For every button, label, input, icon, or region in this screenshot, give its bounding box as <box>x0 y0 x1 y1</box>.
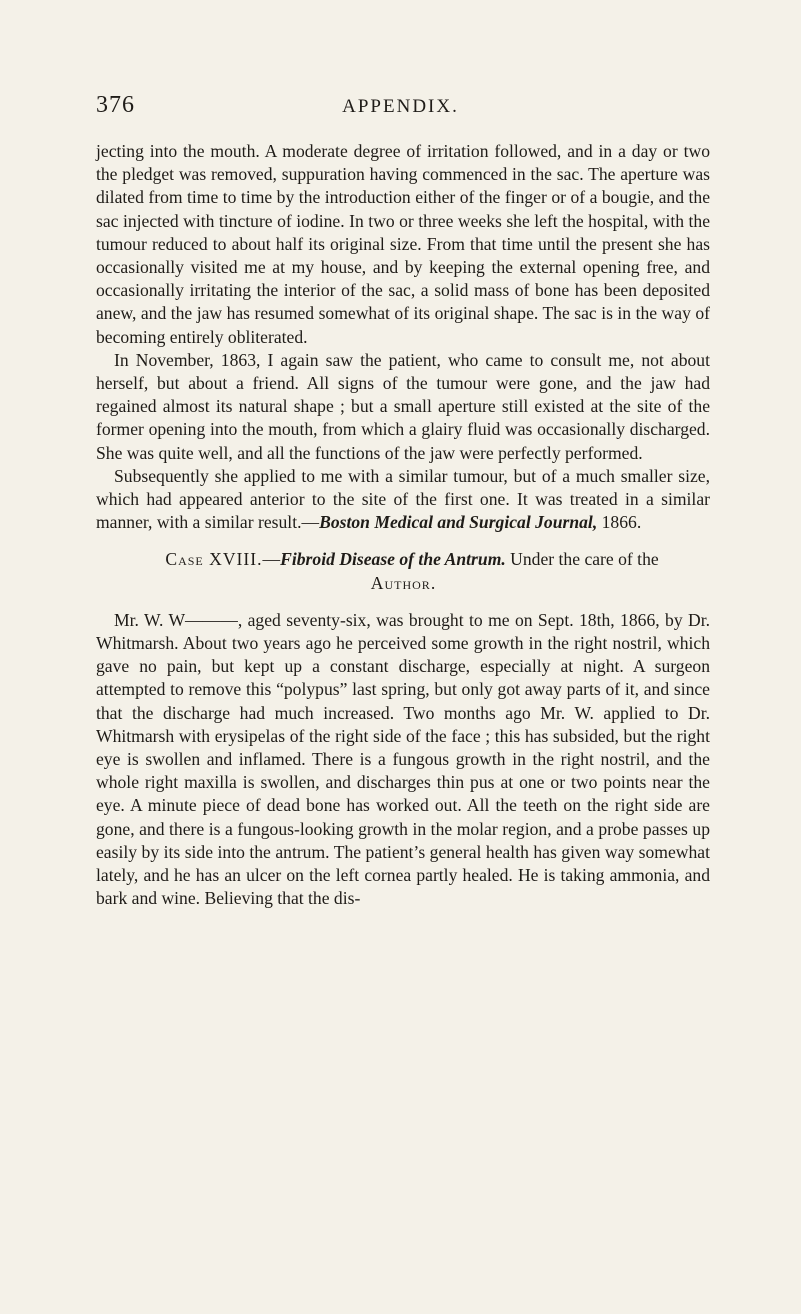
running-head <box>96 92 705 122</box>
case-end: . <box>430 572 436 593</box>
body-text <box>96 140 710 911</box>
journal-citation: Boston Medical and Surgical Journal, <box>319 512 598 533</box>
case-care-prefix: Under the care of the <box>505 549 659 570</box>
page-number: 376 <box>96 92 135 118</box>
paragraph: In November, 1863, I again saw the patient, who came to consult me, not about herself, but about a friend. All signs of the tumour were gone, and the jaw had regained almost its natural shape ; but a small aperture still existed at the site of the former opening into the mouth, from which a glairy fluid was occasionally discharged. She was quite well, and all the functions of the jaw were perfectly performed. <box>96 349 710 463</box>
paragraph-text: Subsequently she applied to me with a similar tumour, but of a much smaller size, which had appeared anterior to the site of the first one. It was treated in a similar manner, with a similar result.— <box>96 465 710 533</box>
case-author: Author <box>370 572 431 593</box>
case-label: Case XVIII. <box>165 549 263 570</box>
paragraph-with-citation <box>96 465 710 535</box>
citation-year: 1866. <box>597 512 642 533</box>
case-heading <box>96 548 710 594</box>
running-title: APPENDIX. <box>342 96 459 117</box>
case-dash: — <box>262 549 281 570</box>
paragraph-continued: jecting into the mouth. A moderate degree of irritation followed, and in a day or two the pledget was removed, suppuration having commenced in the sac. The aperture was dilated from time to time by the introduction either of the finger or of a bougie, and the sac injected with tincture of iodine. In two or three weeks she left the hospital, with the tumour reduced to about half its original size. From that time until the present she has occasionally visited me at my house, and by keeping the external opening free, and occasionally irritating the interior of the sac, a solid mass of bone has been deposited anew, and the jaw has resumed somewhat of its original shape. The sac is in the way of becoming entirely obliterated. <box>96 141 710 347</box>
case-title: Fibroid Disease of the Antrum. <box>280 549 506 570</box>
paragraph: Mr. W. W———, aged seventy-six, was brought to me on Sept. 18th, 1866, by Dr. Whitmarsh. About two years ago he perceived some growth in the right nostril, which gave no pain, but kept up a constant discharge, especially at night. A surgeon attempted to remove this “polypus” last spring, but only got away parts of it, and since that the discharge had much increased. Two months ago Mr. W. applied to Dr. Whitmarsh with erysipelas of the right side of the face ; this has subsided, but the right eye is swollen and inflamed. There is a fungous growth in the right nostril, and the whole right maxilla is swollen, and discharges thin pus at one or two points near the eye. A minute piece of dead bone has worked out. All the teeth on the right side are gone, and there is a fungous-looking growth in the molar region, and a probe passes up easily by its side into the antrum. The patient’s general health has given way somewhat lately, and he has an ulcer on the left cornea partly healed. He is taking ammonia, and bark and wine. Believing that the dis- <box>96 609 710 909</box>
